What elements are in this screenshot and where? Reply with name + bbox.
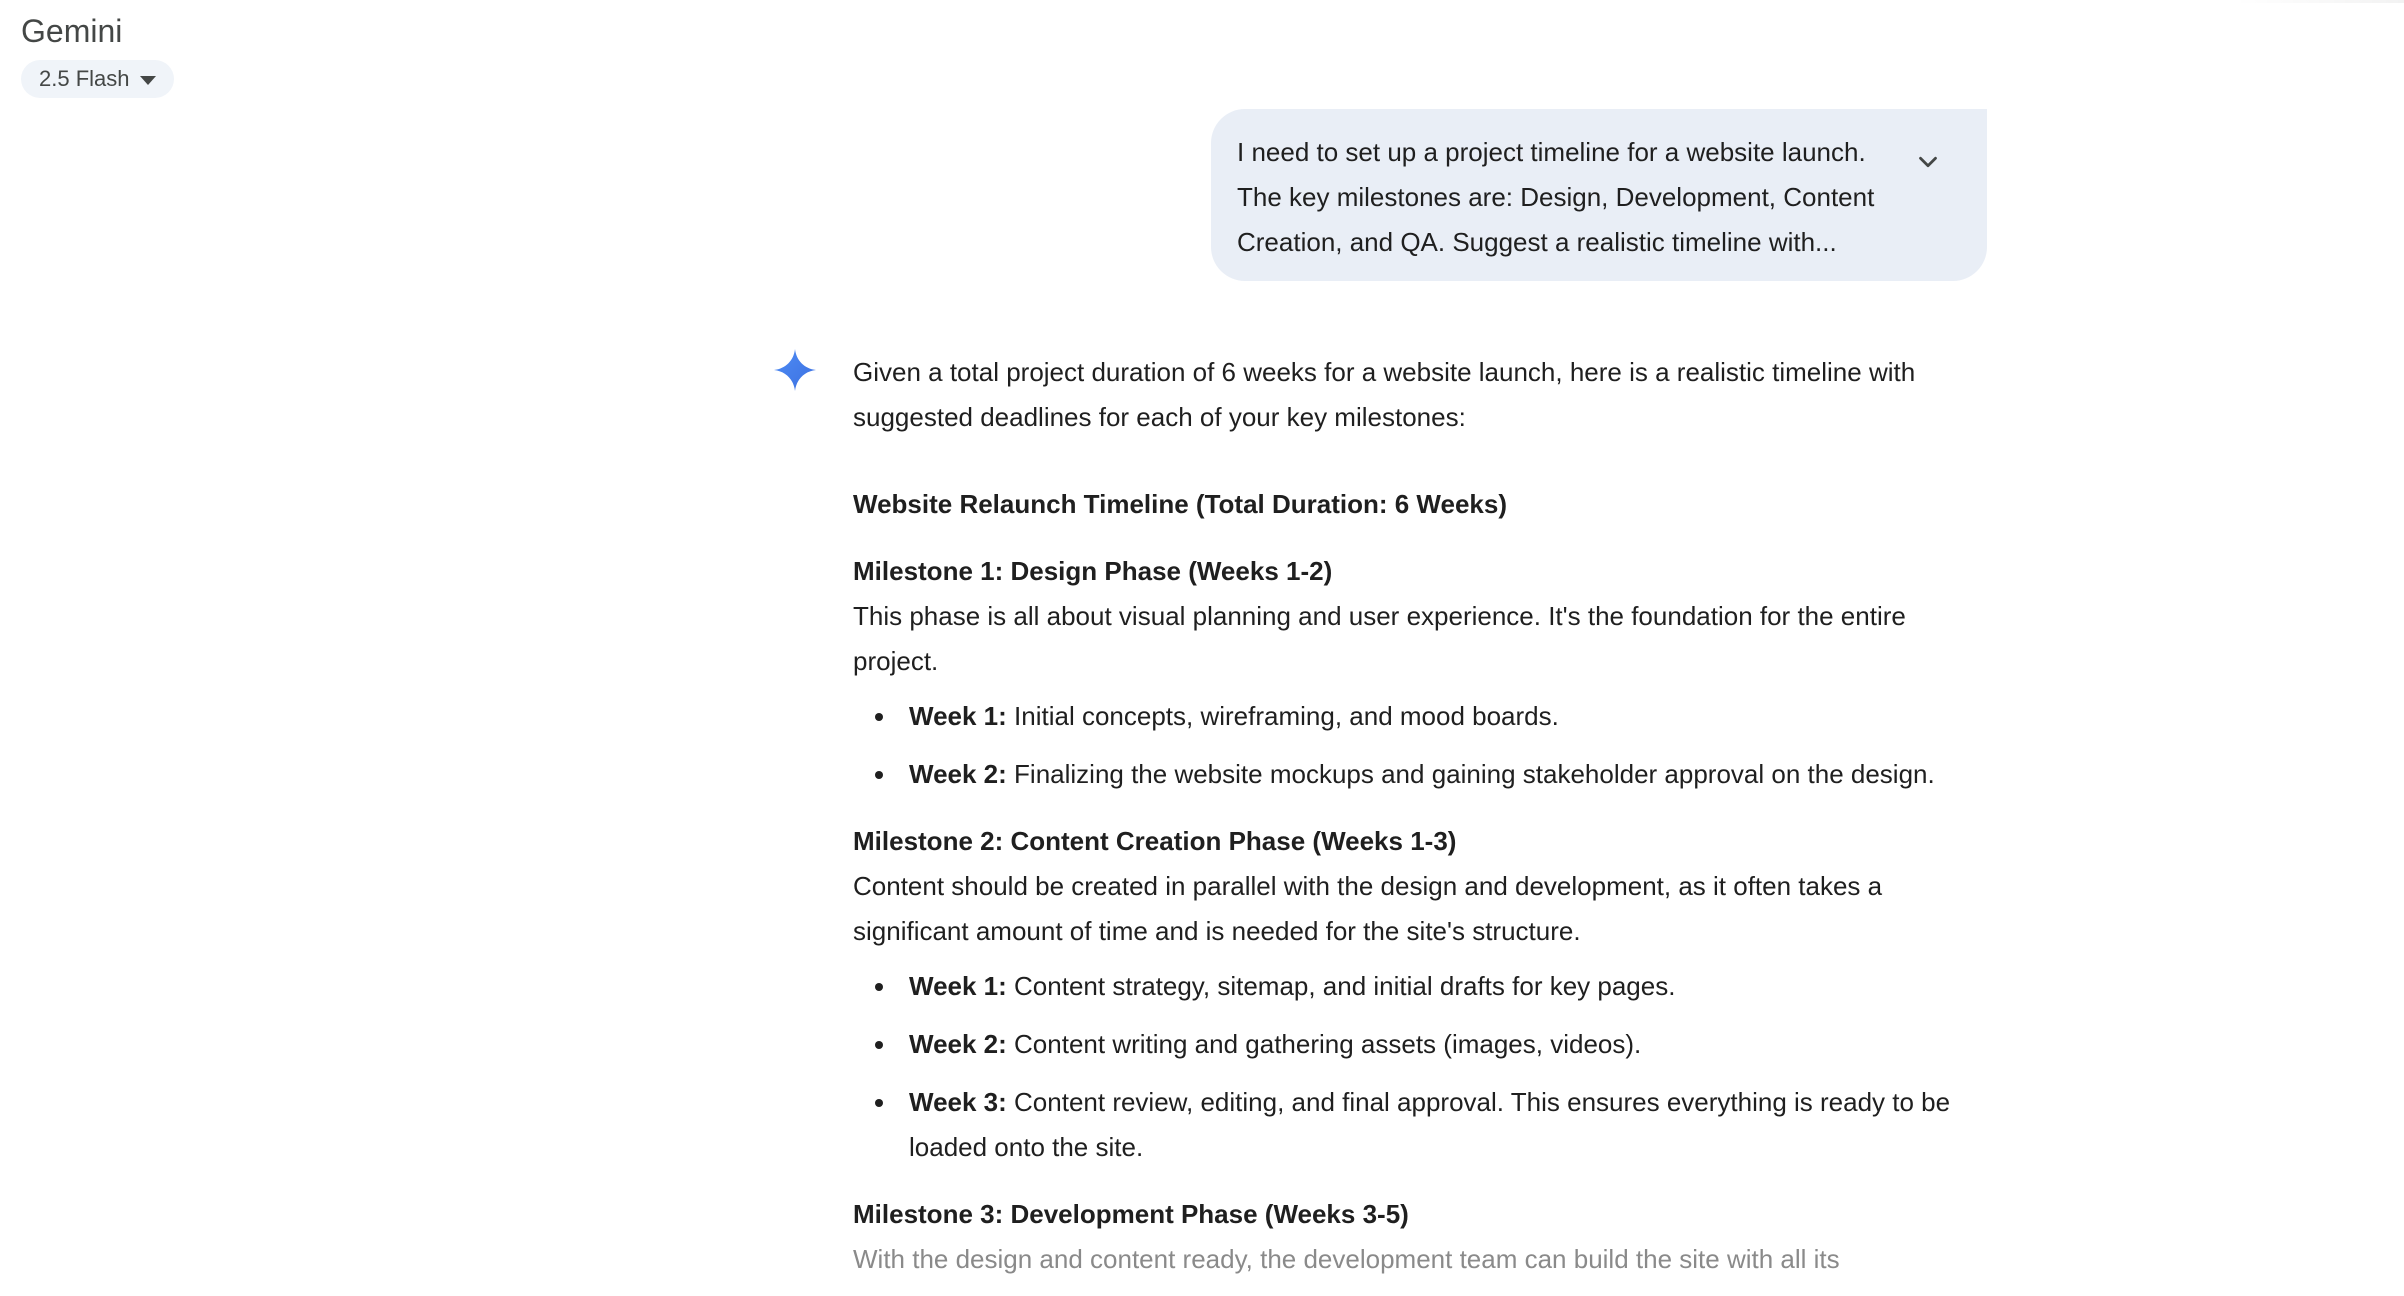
response-intro: Given a total project duration of 6 weeks for a website launch, here is a realistic timeline with suggested deadlines for each of your key milestones: — [853, 357, 1916, 432]
milestone-3 — [853, 1192, 1983, 1282]
milestone-description: This phase is all about visual planning and user experience. It's the foundation for the entire project. — [853, 601, 1906, 676]
model-selector-label: 2.5 Flash — [39, 66, 130, 91]
model-selector-button[interactable] — [21, 60, 174, 98]
milestone-title: Milestone 2: Content Creation Phase (Weeks 1-3) — [853, 826, 1457, 856]
list-item — [909, 694, 1983, 739]
assistant-response — [853, 350, 1983, 1282]
milestone-list — [853, 964, 1983, 1170]
list-item-label: Week 2: — [909, 759, 1007, 789]
list-item — [909, 964, 1983, 1009]
milestone-list — [853, 694, 1983, 797]
list-item-label: Week 1: — [909, 701, 1007, 731]
window-edge-shadow — [2234, 0, 2404, 3]
milestone-description: Content should be created in parallel with the design and development, as it often takes a significant amount of time and is needed for the site's structure. — [853, 871, 1883, 946]
gemini-spark-icon — [774, 349, 816, 391]
list-item-label: Week 2: — [909, 1029, 1007, 1059]
user-prompt-text: I need to set up a project timeline for a website launch. The key milestones are: Design, Development, Content Creation, and QA. Suggest a realistic timeline with... — [1237, 137, 1875, 257]
list-item-text: Finalizing the website mockups and gaining stakeholder approval on the design. — [1014, 759, 1935, 789]
list-item — [909, 752, 1983, 797]
list-item-text: Content strategy, sitemap, and initial drafts for key pages. — [1014, 971, 1676, 1001]
list-item-label: Week 3: — [909, 1087, 1007, 1117]
milestone-description: With the design and content ready, the development team can build the site with all its — [853, 1244, 1840, 1274]
milestone-2 — [853, 819, 1983, 1170]
list-item-text: Initial concepts, wireframing, and mood boards. — [1014, 701, 1559, 731]
milestone-1 — [853, 549, 1983, 797]
chevron-down-icon[interactable] — [1913, 147, 1943, 177]
list-item — [909, 1080, 1983, 1170]
list-item — [909, 1022, 1983, 1067]
response-heading: Website Relaunch Timeline (Total Duration: 6 Weeks) — [853, 489, 1507, 519]
list-item-label: Week 1: — [909, 971, 1007, 1001]
user-prompt-bubble — [1211, 109, 1987, 281]
list-item-text: Content writing and gathering assets (images, videos). — [1014, 1029, 1642, 1059]
milestone-title: Milestone 3: Development Phase (Weeks 3-5) — [853, 1199, 1409, 1229]
caret-down-icon — [140, 76, 156, 85]
milestone-title: Milestone 1: Design Phase (Weeks 1-2) — [853, 556, 1333, 586]
list-item-text: Content review, editing, and final approval. This ensures everything is ready to be loaded onto the site. — [909, 1087, 1951, 1162]
app-title: Gemini — [21, 13, 123, 49]
